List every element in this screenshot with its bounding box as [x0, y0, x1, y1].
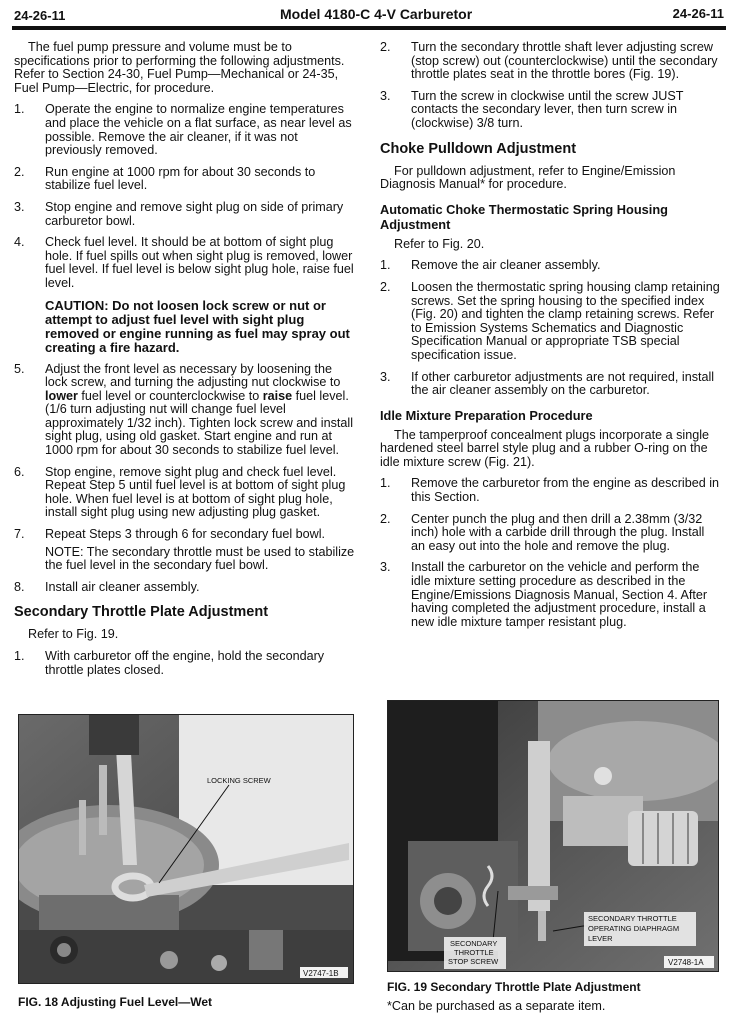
- figure-19-illustration: [388, 701, 718, 971]
- fuel-step-3: 3. Stop engine and remove sight plug on side of primary carburetor bowl.: [14, 199, 344, 228]
- section-ref-fig19: Refer to Fig. 19.: [28, 627, 119, 642]
- figure-19-caption: FIG. 19 Secondary Throttle Plate Adjustment: [387, 980, 641, 994]
- left-column: [14, 41, 355, 685]
- section-title-choke-pulldown: Choke Pulldown Adjustment: [380, 140, 577, 157]
- header-title: Model 4180-C 4-V Carburetor: [280, 6, 473, 22]
- choke-step-3: 3. If other carburetor adjustments are not required, install the air cleaner assembly on the carburetor.: [380, 369, 715, 398]
- fuel-step-4: 4. Check fuel level. It should be at bottom of sight plug hole. If fuel spills out when sight plug is removed, lower fuel level. If fuel level is below sight plug hole, raise fuel level.: [14, 235, 354, 290]
- fig19-label-secondary: SECONDARY: [450, 939, 498, 948]
- idle-step-1: 1. Remove the carburetor from the engine as described in this Section.: [380, 476, 720, 505]
- fig19-label-operating-diaphragm: OPERATING DIAPHRAGM: [588, 924, 680, 933]
- choke-step-1: 1. Remove the air cleaner assembly.: [380, 258, 601, 273]
- page-header: [14, 6, 724, 26]
- throttle-step-1: 1. With carburetor off the engine, hold the secondary throttle plates closed.: [14, 649, 325, 677]
- header-page-number-right: 24-26-11: [672, 6, 724, 21]
- fig19-label-throttle: THROTTLE: [454, 948, 494, 957]
- choke-step-2: 2. Loosen the thermostatic spring housing clamp retaining screws. Set the spring housing to the specified index (Fig. 20) and tighten the clamp retaining screws. Refer to Emission Systems Schematics and Diagnostic Specification Manual or appropriate TSB special specification issue.: [380, 279, 720, 362]
- throttle-step-2: 2. Turn the secondary throttle shaft lever adjusting screw (stop screw) out (counterclockwise) until the secondary throttle plates seat in the throttle bores (Fig. 19).: [380, 40, 718, 82]
- step-7-note: NOTE: The secondary throttle must be used to stabilize the fuel level in the secondary fuel bowl.: [45, 544, 355, 573]
- header-rule: [12, 26, 726, 30]
- header-page-number-left: 24-26-11: [14, 8, 66, 23]
- fuel-step-5: 5. Adjust the front level as necessary by loosening the lock screw, and turning the adjusting nut clockwise to lower fuel level or counterclockwise to raise fuel level. (1/6 turn adjusting nut will change fuel level approximately 1/32 inch). Tighten lock screw and install sight plug, using old gasket. Start engine and run at 1000 rpm for about 30 seconds to stabilize fuel level.: [14, 361, 353, 458]
- fig19-label-stop-screw: STOP SCREW: [448, 957, 499, 966]
- fig18-label-locking-screw: LOCKING SCREW: [207, 776, 271, 785]
- fig19-label-secondary-throttle: SECONDARY THROTTLE: [588, 914, 677, 923]
- fuel-step-8: 8. Install air cleaner assembly.: [14, 579, 200, 594]
- fig19-code: V2748-1A: [668, 958, 704, 967]
- fuel-step-6: 6. Stop engine, remove sight plug and check fuel level. Repeat Step 5 until fuel level is at bottom of sight plug hole. When fuel level is at bottom of sight plug hole, install sight plug using new adjusting plug gasket.: [14, 464, 346, 520]
- right-column: [380, 41, 720, 637]
- choke-paragraph: For pulldown adjustment, refer to Engine/Emission Diagnosis Manual* for procedure.: [380, 163, 676, 192]
- fig19-label-lever: LEVER: [588, 934, 613, 943]
- idle-paragraph: The tamperproof concealment plugs incorporate a single hardened steel barrel style plug and a rubber O-ring on the idle mixture screw (Fig. 21).: [380, 427, 710, 469]
- fuel-step-2: 2. Run engine at 1000 rpm for about 30 seconds to stabilize fuel level.: [14, 164, 316, 193]
- fig18-code: V2747-1B: [303, 969, 339, 978]
- intro-paragraph: The fuel pump pressure and volume must be to specifications prior to performing the following adjustments. Refer to Section 24-30, Fuel Pump—Mechanical or 24-35, Fuel Pump—Electric, for procedure.: [14, 40, 345, 95]
- figure-18-photo: [18, 714, 354, 984]
- caution-text: CAUTION: Do not loosen lock screw or nut or attempt to adjust fuel level with sight plug removed or engine running as fuel may spray out creating a fire hazard.: [45, 297, 350, 355]
- footnote: *Can be purchased as a separate item.: [387, 999, 606, 1013]
- figure-18-illustration: [19, 715, 353, 983]
- fuel-step-1: 1. Operate the engine to normalize engine temperatures and place the vehicle on a flat surface, as near level as possible. Remove the air cleaner, if it was not previously removed.: [14, 102, 352, 158]
- section-title-secondary-throttle: Secondary Throttle Plate Adjustment: [14, 604, 269, 621]
- section-title-idle-mixture: Idle Mixture Preparation Procedure: [380, 407, 593, 423]
- throttle-step-3: 3. Turn the screw in clockwise until the screw JUST contacts the secondary lever, then turn screw in (clockwise) 3/8 turn.: [380, 88, 684, 130]
- figure-19-photo: [387, 700, 719, 972]
- auto-choke-ref: Refer to Fig. 20.: [394, 236, 485, 251]
- figure-18-caption: FIG. 18 Adjusting Fuel Level—Wet: [18, 995, 213, 1009]
- idle-step-2: 2. Center punch the plug and then drill a 2.38mm (3/32 inch) hole with a carbide drill through the plug. Install an easy out into the hole and remove the plug.: [380, 511, 705, 553]
- idle-step-3: 3. Install the carburetor on the vehicle and perform the idle mixture setting procedure as described in the Engine/Emissions Diagnosis Manual, Section 4. After having completed the adjustment procedure, install a new idle mixture tamper resistant plug.: [380, 560, 708, 629]
- section-title-auto-choke: Automatic Choke Thermostatic Spring Housing Adjustment: [380, 201, 668, 232]
- fuel-step-7: 7. Repeat Steps 3 through 6 for secondary fuel bowl. NOTE: The secondary throttle must be used to stabilize the fuel level in the secondary fuel bowl.: [14, 527, 355, 573]
